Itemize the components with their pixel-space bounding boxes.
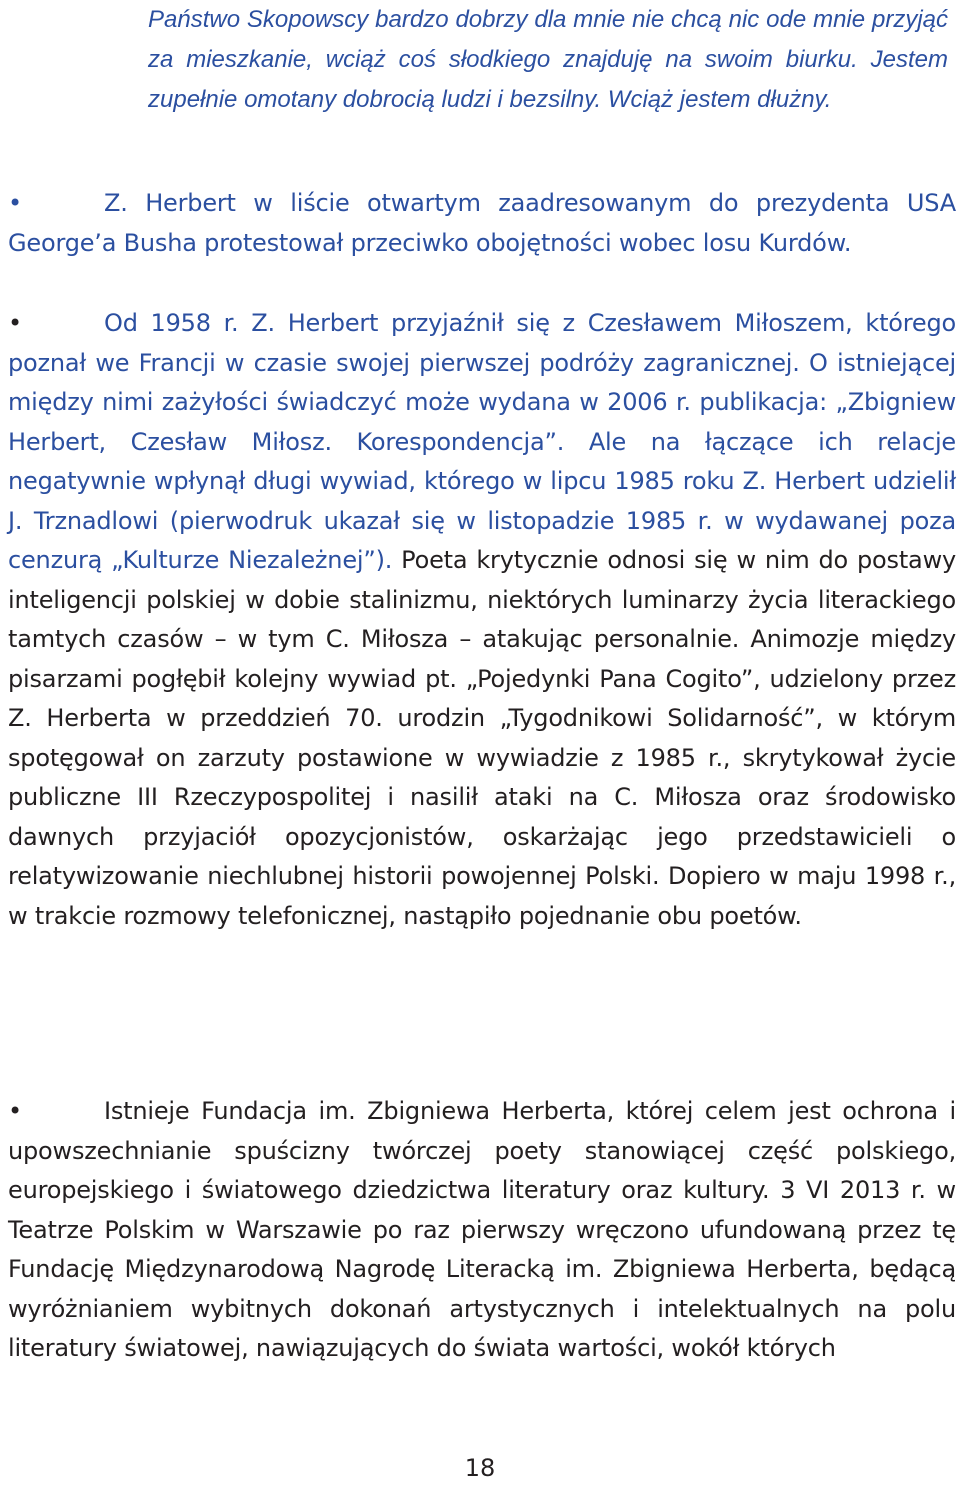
bullet-marker: • xyxy=(8,189,22,217)
page-number: 18 xyxy=(464,1454,496,1482)
bullet-marker: • xyxy=(8,309,22,337)
list-item-kurds-letter xyxy=(8,184,956,263)
list-item-text: Istnieje Fundacja im. Zbigniewa Herberta, której celem jest ochrona i upowszechnianie spuścizny twórczej poety stanowiącej część polskiego, europejskiego i światowego dziedzictwa literatury oraz kultury. 3 VI 2013 r. w Teatrze Polskim w Warszawie po raz pierwszy wręczono ufundowaną przez tę Fundację Międzynarodową Nagrodę Literacką im. Zbigniewa Herberta, będącą wyróżnianiem wybitnych dokonań artystycznych i intelektualnych na polu literatury światowej, nawiązujących do świata wartości, wokół których xyxy=(8,1097,956,1362)
bullet-marker: • xyxy=(8,1097,22,1125)
quote-paragraph: Państwo Skopowscy bardzo dobrzy dla mnie nie chcą nic ode mnie przyjąć za mieszkanie, wciąż coś słodkiego znajduję na swoim biurku. Jestem zupełnie omotany dobrocią ludzi i bezsilny. Wciąż jestem dłużny. xyxy=(148,6,948,113)
list-item-text-highlighted: Od 1958 r. Z. Herbert przyjaźnił się z Czesławem Miłoszem, którego poznał we Francji w czasie swojej pierwszej podróży zagranicznej. O istniejącej między nimi zażyłości świadczyć może wydana w 2006 r. publikacja: „Zbigniew Herbert, Czesław Miłosz. Korespondencja”. Ale na łączące ich relacje negatywnie wpłynął długi wywiad, którego w lipcu 1985 roku Z. Herbert udzielił J. Trznadlowi (pierwodruk ukazał się w listopadzie 1985 r. w wydawanej poza cenzurą „Kulturze Niezależnej”). xyxy=(8,309,956,574)
list-item-herbert-foundation xyxy=(8,1092,956,1369)
list-item-text: Z. Herbert w liście otwartym zaadresowanym do prezydenta USA George’a Busha protestował przeciwko obojętności wobec losu Kurdów. xyxy=(8,189,956,257)
list-item-milosz-friendship xyxy=(8,304,956,936)
list-item-text: Poeta krytycznie odnosi się w nim do postawy inteligencji polskiej w dobie stalinizmu, niektórych luminarzy życia literackiego tamtych czasów – w tym C. Miłosza – atakując personalnie. Animozje między pisarzami pogłębił kolejny wywiad pt. „Pojedynki Pana Cogito”, udzielony przez Z. Herberta w przeddzień 70. urodzin „Tygodnikowi Solidarność”, w którym spotęgował on zarzuty postawione w wywiadzie z 1985 r., skrytykował życie publiczne III Rzeczypospolitej i nasilił ataki na C. Miłosza oraz środowisko dawnych przyjaciół opozycjonistów, oskarżając jego przedstawicieli o relatywizowanie niechlubnej historii powojennej Polski. Dopiero w maju 1998 r., w trakcie rozmowy telefonicznej, nastąpiło pojednanie obu poetów. xyxy=(8,546,956,930)
